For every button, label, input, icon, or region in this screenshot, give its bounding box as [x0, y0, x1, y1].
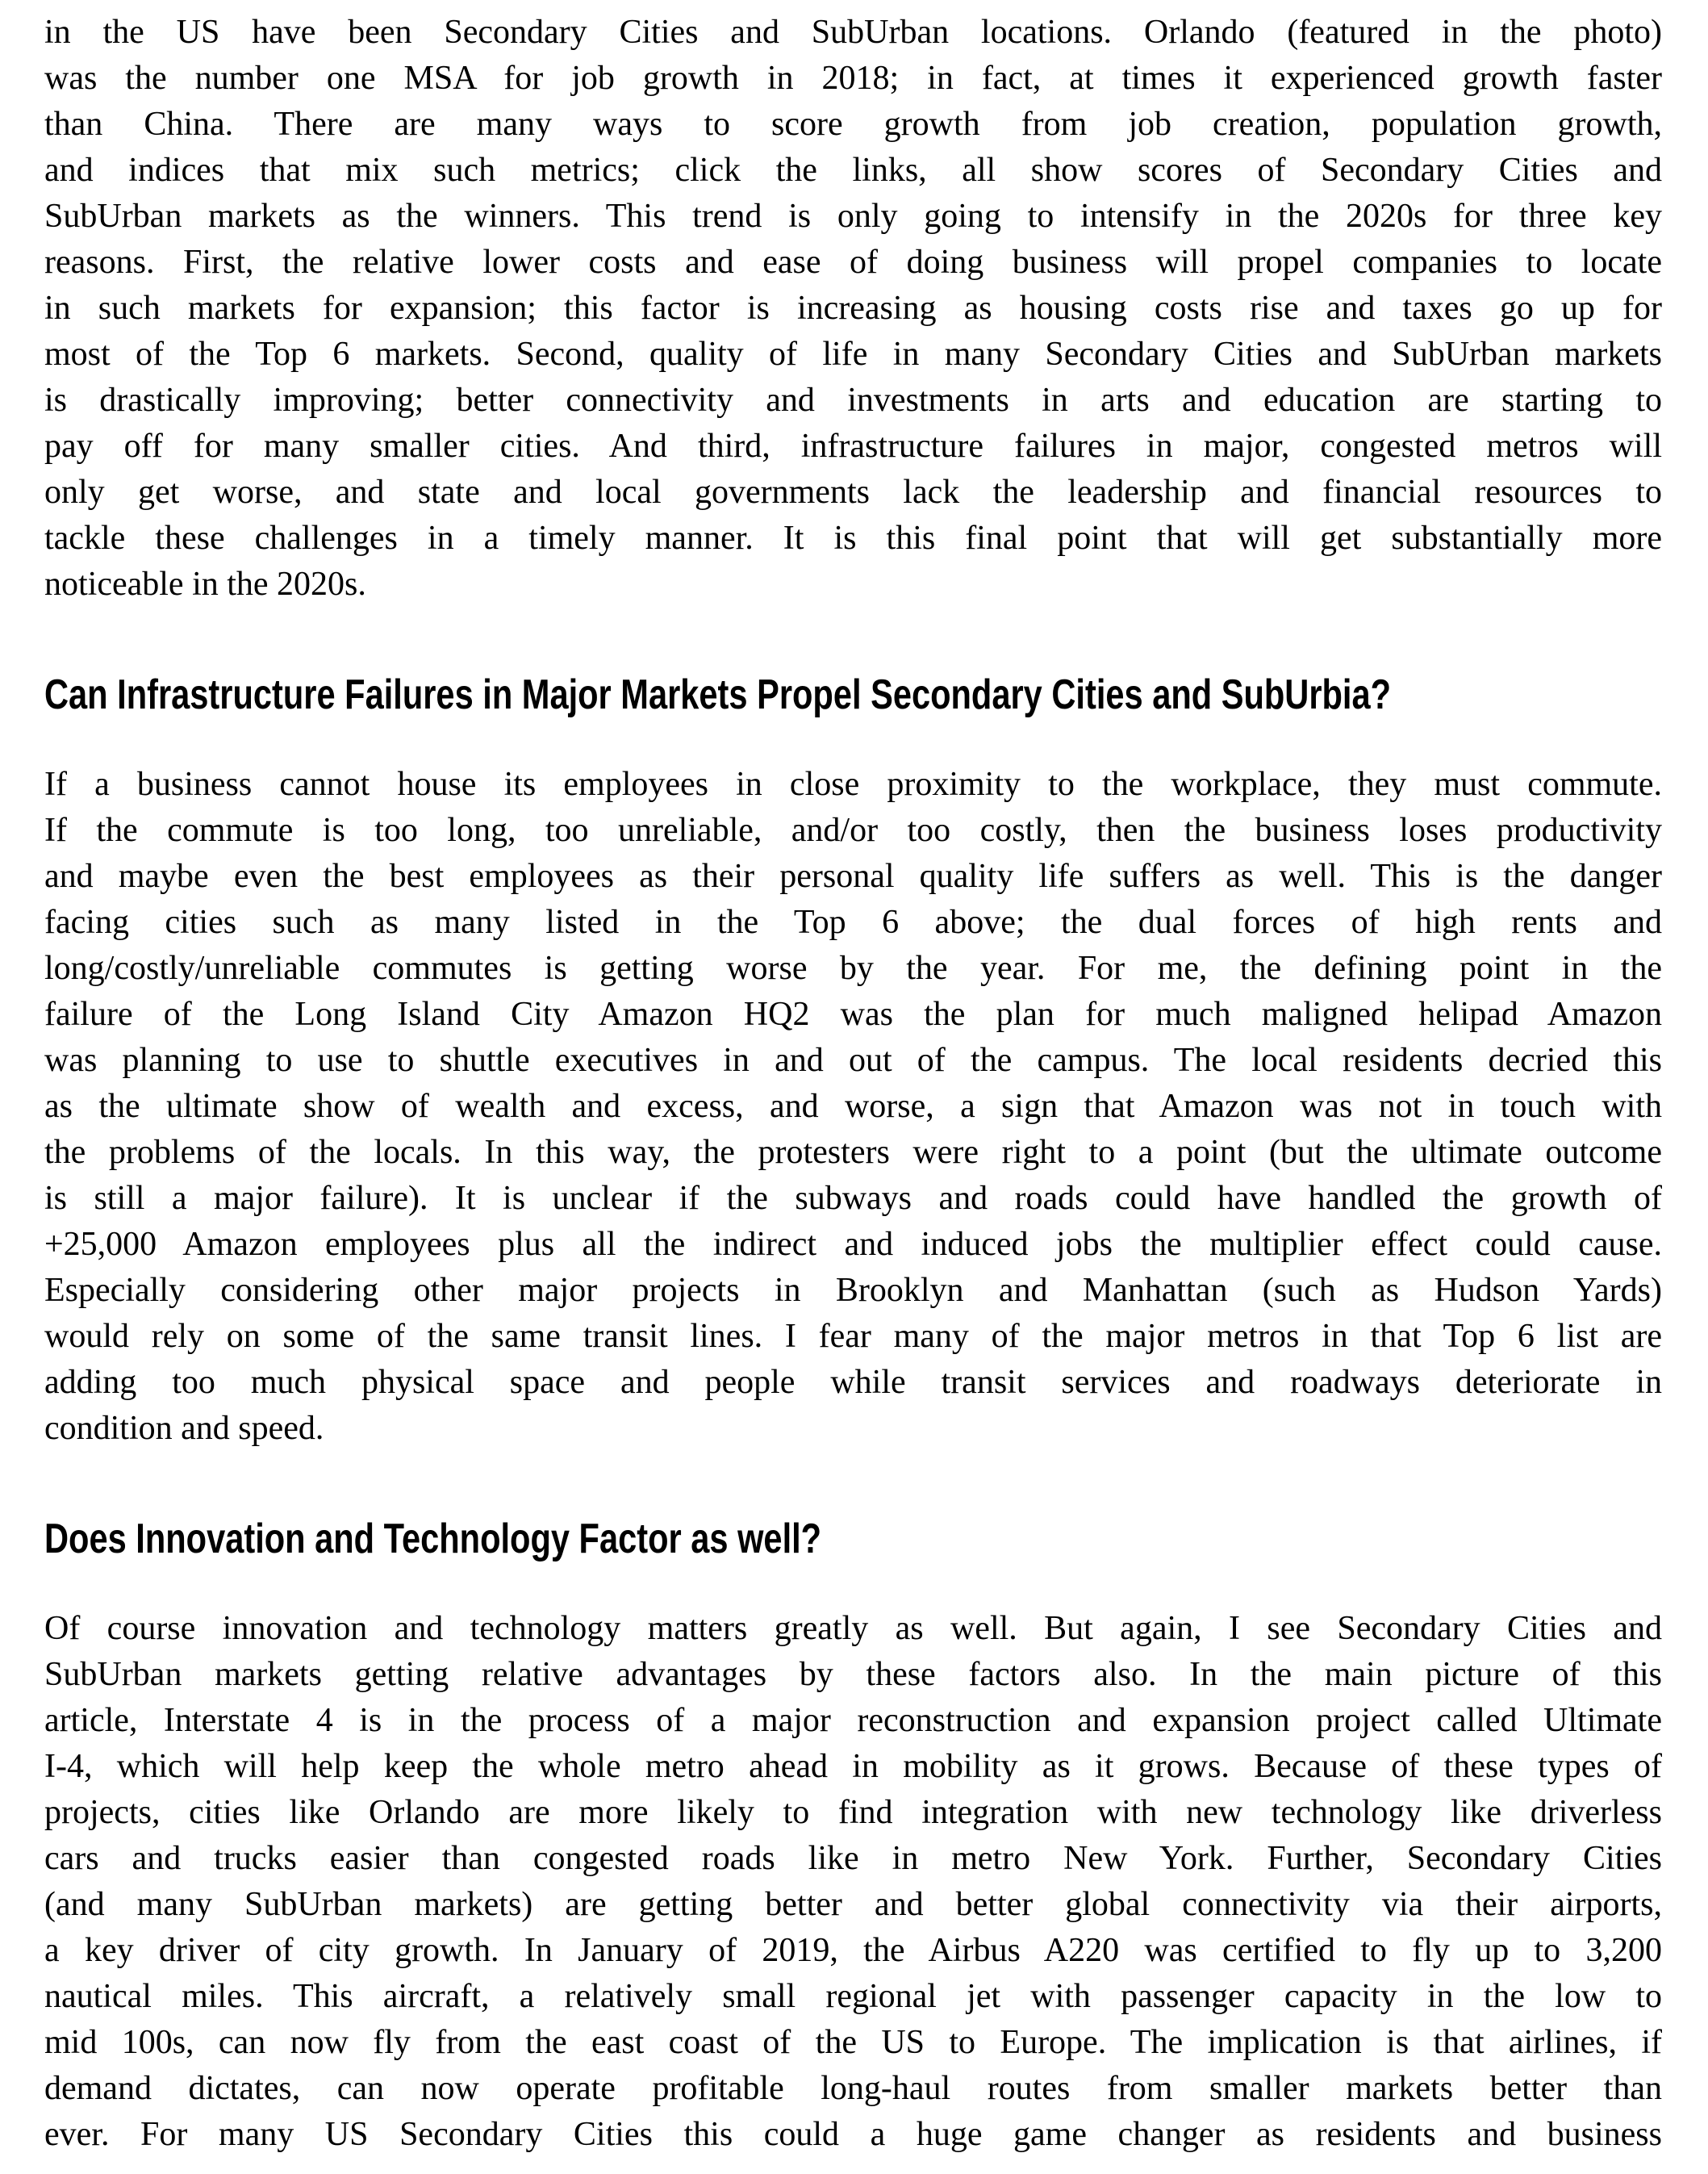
text-line: noticeable in the 2020s.	[44, 566, 366, 603]
text-line: ever. For many US Secondary Cities this could a huge game changer as residents and business	[44, 2116, 1662, 2153]
text-line: cars and trucks easier than congested roads like in metro New York. Further, Secondary Cities	[44, 1840, 1662, 1877]
text-line: pay off for many smaller cities. And third, infrastructure failures in major, congested metros will	[44, 428, 1662, 465]
text-line: in the US have been Secondary Cities and SubUrban locations. Orlando (featured in the photo)	[44, 14, 1662, 51]
text-line: Especially considering other major projects in Brooklyn and Manhattan (such as Hudson Yards)	[44, 1272, 1662, 1309]
text-line: facing cities such as many listed in the Top 6 above; the dual forces of high rents and	[44, 904, 1662, 941]
text-line: Of course innovation and technology matters greatly as well. But again, I see Secondary Cities and	[44, 1610, 1662, 1647]
paragraph	[44, 10, 1662, 608]
text-line: long/costly/unreliable commutes is getting worse by the year. For me, the defining point in the	[44, 950, 1662, 987]
text-line: SubUrban markets as the winners. This trend is only going to intensify in the 2020s for three key	[44, 198, 1662, 235]
text-line: and maybe even the best employees as their personal quality life suffers as well. This is the danger	[44, 858, 1662, 895]
text-line: would rely on some of the same transit lines. I fear many of the major metros in that Top 6 list are	[44, 1318, 1662, 1355]
section-heading-text: Does Innovation and Technology Factor as well?	[44, 1516, 822, 1562]
text-line: adding too much physical space and people while transit services and roadways deteriorate in	[44, 1364, 1662, 1401]
text-line: article, Interstate 4 is in the process of a major reconstruction and expansion project called Ultimate	[44, 1702, 1662, 1739]
text-line: is still a major failure). It is unclear if the subways and roads could have handled the growth of	[44, 1180, 1662, 1217]
text-line: demand dictates, can now operate profitable long-haul routes from smaller markets better than	[44, 2070, 1662, 2107]
text-line: nautical miles. This aircraft, a relatively small regional jet with passenger capacity in the low to	[44, 1978, 1662, 2015]
text-line: than China. There are many ways to score growth from job creation, population growth,	[44, 106, 1662, 143]
text-line: condition and speed.	[44, 1410, 324, 1447]
paragraph	[44, 1606, 1662, 2158]
text-line: the problems of the locals. In this way, the protesters were right to a point (but the ultimate outcome	[44, 1134, 1662, 1171]
text-line: most of the Top 6 markets. Second, quality of life in many Secondary Cities and SubUrban markets	[44, 336, 1662, 373]
text-line: a key driver of city growth. In January of 2019, the Airbus A220 was certified to fly up to 3,200	[44, 1932, 1662, 1969]
text-line: projects, cities like Orlando are more likely to find integration with new technology like driverless	[44, 1794, 1662, 1831]
text-line: was planning to use to shuttle executives in and out of the campus. The local residents decried this	[44, 1042, 1662, 1079]
paragraph	[44, 762, 1662, 1452]
text-line: If a business cannot house its employees in close proximity to the workplace, they must commute.	[44, 766, 1662, 803]
text-line: SubUrban markets getting relative advantages by these factors also. In the main picture of this	[44, 1656, 1662, 1693]
text-line: failure of the Long Island City Amazon HQ2 was the plan for much maligned helipad Amazon	[44, 996, 1662, 1033]
text-line: If the commute is too long, too unreliable, and/or too costly, then the business loses productivity	[44, 812, 1662, 849]
text-line: +25,000 Amazon employees plus all the indirect and induced jobs the multiplier effect could cause.	[44, 1226, 1662, 1263]
text-line: reasons. First, the relative lower costs and ease of doing business will propel companies to locate	[44, 244, 1662, 281]
text-line: is drastically improving; better connectivity and investments in arts and education are starting to	[44, 382, 1662, 419]
text-line: I-4, which will help keep the whole metro ahead in mobility as it grows. Because of these types of	[44, 1748, 1662, 1785]
section-heading	[44, 1512, 1662, 1566]
text-line: tackle these challenges in a timely manner. It is this final point that will get substantially more	[44, 520, 1662, 557]
text-line: and indices that mix such metrics; click the links, all show scores of Secondary Cities and	[44, 152, 1662, 189]
text-line: mid 100s, can now fly from the east coast of the US to Europe. The implication is that airlines, if	[44, 2024, 1662, 2061]
section-heading	[44, 668, 1662, 721]
text-line: was the number one MSA for job growth in 2018; in fact, at times it experienced growth faster	[44, 60, 1662, 97]
text-line: only get worse, and state and local governments lack the leadership and financial resources to	[44, 474, 1662, 511]
text-line: as the ultimate show of wealth and excess, and worse, a sign that Amazon was not in touch with	[44, 1088, 1662, 1125]
section-heading-text: Can Infrastructure Failures in Major Markets Propel Secondary Cities and SubUrbia?	[44, 671, 1392, 718]
text-line: in such markets for expansion; this factor is increasing as housing costs rise and taxes go up for	[44, 290, 1662, 327]
text-line: (and many SubUrban markets) are getting better and better global connectivity via their airports,	[44, 1886, 1662, 1923]
